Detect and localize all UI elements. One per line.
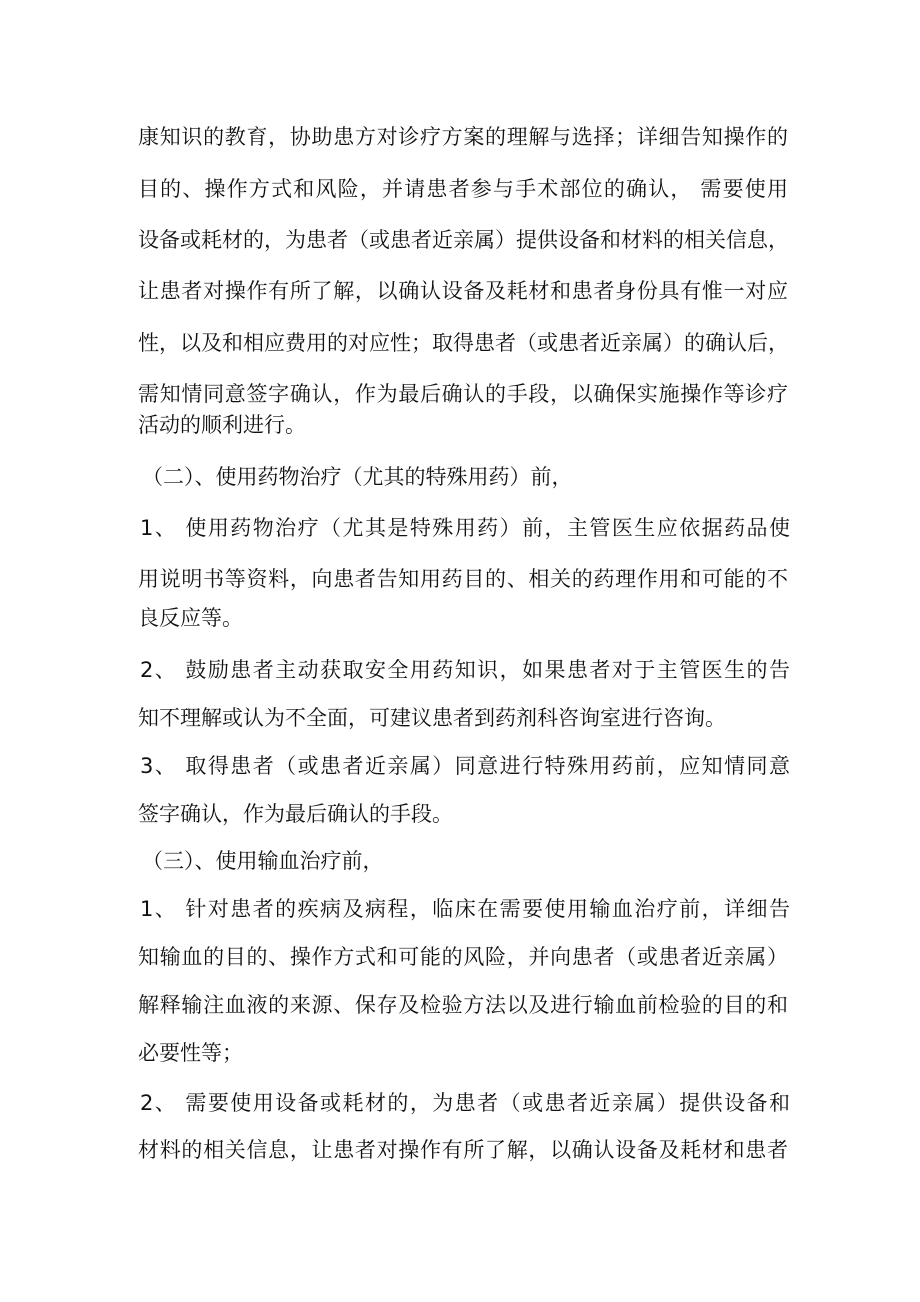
paragraph-line: 设备或耗材的，为患者（或患者近亲属）提供设备和材料的相关信息， — [138, 228, 789, 252]
list-item-line: 1、 针对患者的疾病及病程，临床在需要使用输血治疗前，详细告 — [140, 897, 790, 921]
paragraph-line: 签字确认，作为最后确认的手段。 — [138, 802, 453, 826]
section-heading-3: （三）、使用输血治疗前， — [142, 849, 384, 873]
paragraph-line: 用说明书等资料，向患者告知用药目的、相关的药理作用和可能的不 — [138, 567, 788, 591]
list-item-line: 1、 使用药物治疗（尤其是特殊用药）前，主管医生应依据药品使 — [140, 516, 790, 540]
list-item-line: 3、 取得患者（或患者近亲属）同意进行特殊用药前，应知情同意 — [140, 754, 790, 778]
paragraph-line: 必要性等； — [138, 1041, 243, 1065]
section-heading-2: （二）、使用药物治疗（尤其的特殊用药）前， — [142, 465, 573, 489]
paragraph-line: 目的、操作方式和风险，并请患者参与手术部位的确认， 需要使用 — [138, 177, 788, 201]
paragraph-line: 知不理解或认为不全面，可建议患者到药剂科咨询室进行咨询。 — [138, 706, 726, 730]
paragraph-line: 活动的顺利进行。 — [138, 413, 306, 437]
paragraph-line: 知输血的目的、操作方式和可能的风险，并向患者（或患者近亲属） — [138, 945, 788, 969]
paragraph-line: 让患者对操作有所了解，以确认设备及耗材和患者身份具有惟一对应 — [138, 279, 788, 303]
paragraph-line: 康知识的教育，协助患方对诊疗方案的理解与选择；详细告知操作的 — [138, 125, 788, 149]
paragraph-line: 良反应等。 — [138, 606, 243, 630]
paragraph-line: 解释输注血液的来源、保存及检验方法以及进行输血前检验的目的和 — [138, 993, 788, 1017]
paragraph-line: 材料的相关信息，让患者对操作有所了解，以确认设备及耗材和患者 — [138, 1138, 788, 1162]
paragraph-line: 性，以及和相应费用的对应性；取得患者（或患者近亲属）的确认后， — [138, 331, 789, 355]
paragraph-line: 需知情同意签字确认，作为最后确认的手段，以确保实施操作等诊疗 — [138, 382, 788, 406]
list-item-line: 2、 需要使用设备或耗材的，为患者（或患者近亲属）提供设备和 — [140, 1091, 790, 1115]
list-item-line: 2、 鼓励患者主动获取安全用药知识，如果患者对于主管医生的告 — [140, 658, 790, 682]
